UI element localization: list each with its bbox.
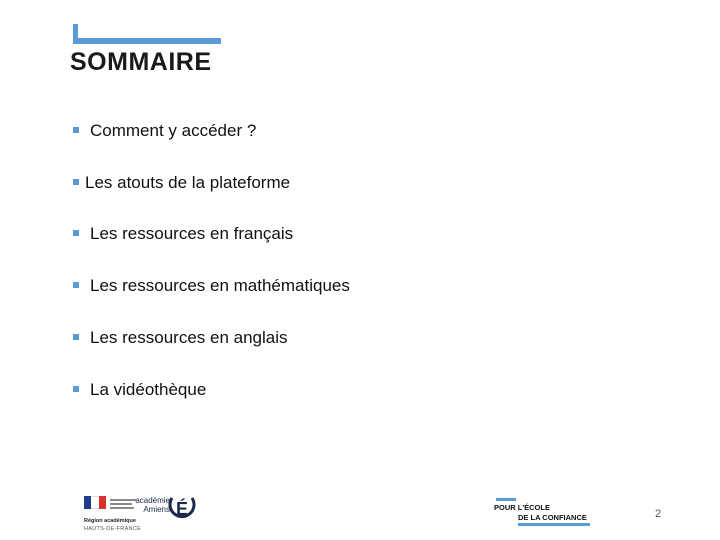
menu-item-mathematiques (73, 276, 350, 296)
square-bullet-icon (73, 334, 79, 340)
square-bullet-icon (73, 179, 79, 185)
marianne-flag-icon (84, 496, 106, 509)
region-label: Région académique (84, 518, 136, 524)
academie-e-icon (168, 488, 196, 522)
ecole-confiance-logo (492, 498, 592, 530)
page-title: SOMMAIRE (70, 48, 212, 76)
menu-item-label: La vidéothèque (90, 380, 207, 399)
menu-item-videotheque (73, 380, 206, 400)
menu-item-comment-acceder (73, 121, 256, 141)
menu-item-label: Les atouts de la plateforme (85, 173, 291, 192)
tagline-line1: POUR L'ÉCOLE (494, 503, 550, 512)
menu-item-francais (73, 224, 293, 244)
academie-logo (80, 488, 190, 538)
academie-line2: Amiens (143, 505, 170, 514)
menu-item-label: Comment y accéder ? (90, 121, 257, 140)
page-number: 2 (655, 508, 662, 520)
menu-item-label: Les ressources en anglais (90, 328, 288, 347)
academie-name (132, 496, 170, 514)
menu-item-anglais (73, 328, 288, 348)
square-bullet-icon (73, 282, 79, 288)
menu-item-atouts (73, 173, 290, 193)
square-bullet-icon (73, 230, 79, 236)
square-bullet-icon (73, 127, 79, 133)
logo-bar-top (496, 498, 516, 501)
menu-item-label: Les ressources en français (90, 224, 294, 243)
svg-text:É: É (175, 499, 189, 519)
region-name: HAUTS-DE-FRANCE (84, 526, 142, 532)
title-bracket-decoration (73, 24, 221, 44)
square-bullet-icon (73, 386, 79, 392)
menu-item-label: Les ressources en mathématiques (90, 276, 350, 295)
academie-line1: académie (135, 496, 170, 505)
tagline-line2: DE LA CONFIANCE (518, 513, 587, 522)
logo-bar-bottom (518, 523, 590, 526)
